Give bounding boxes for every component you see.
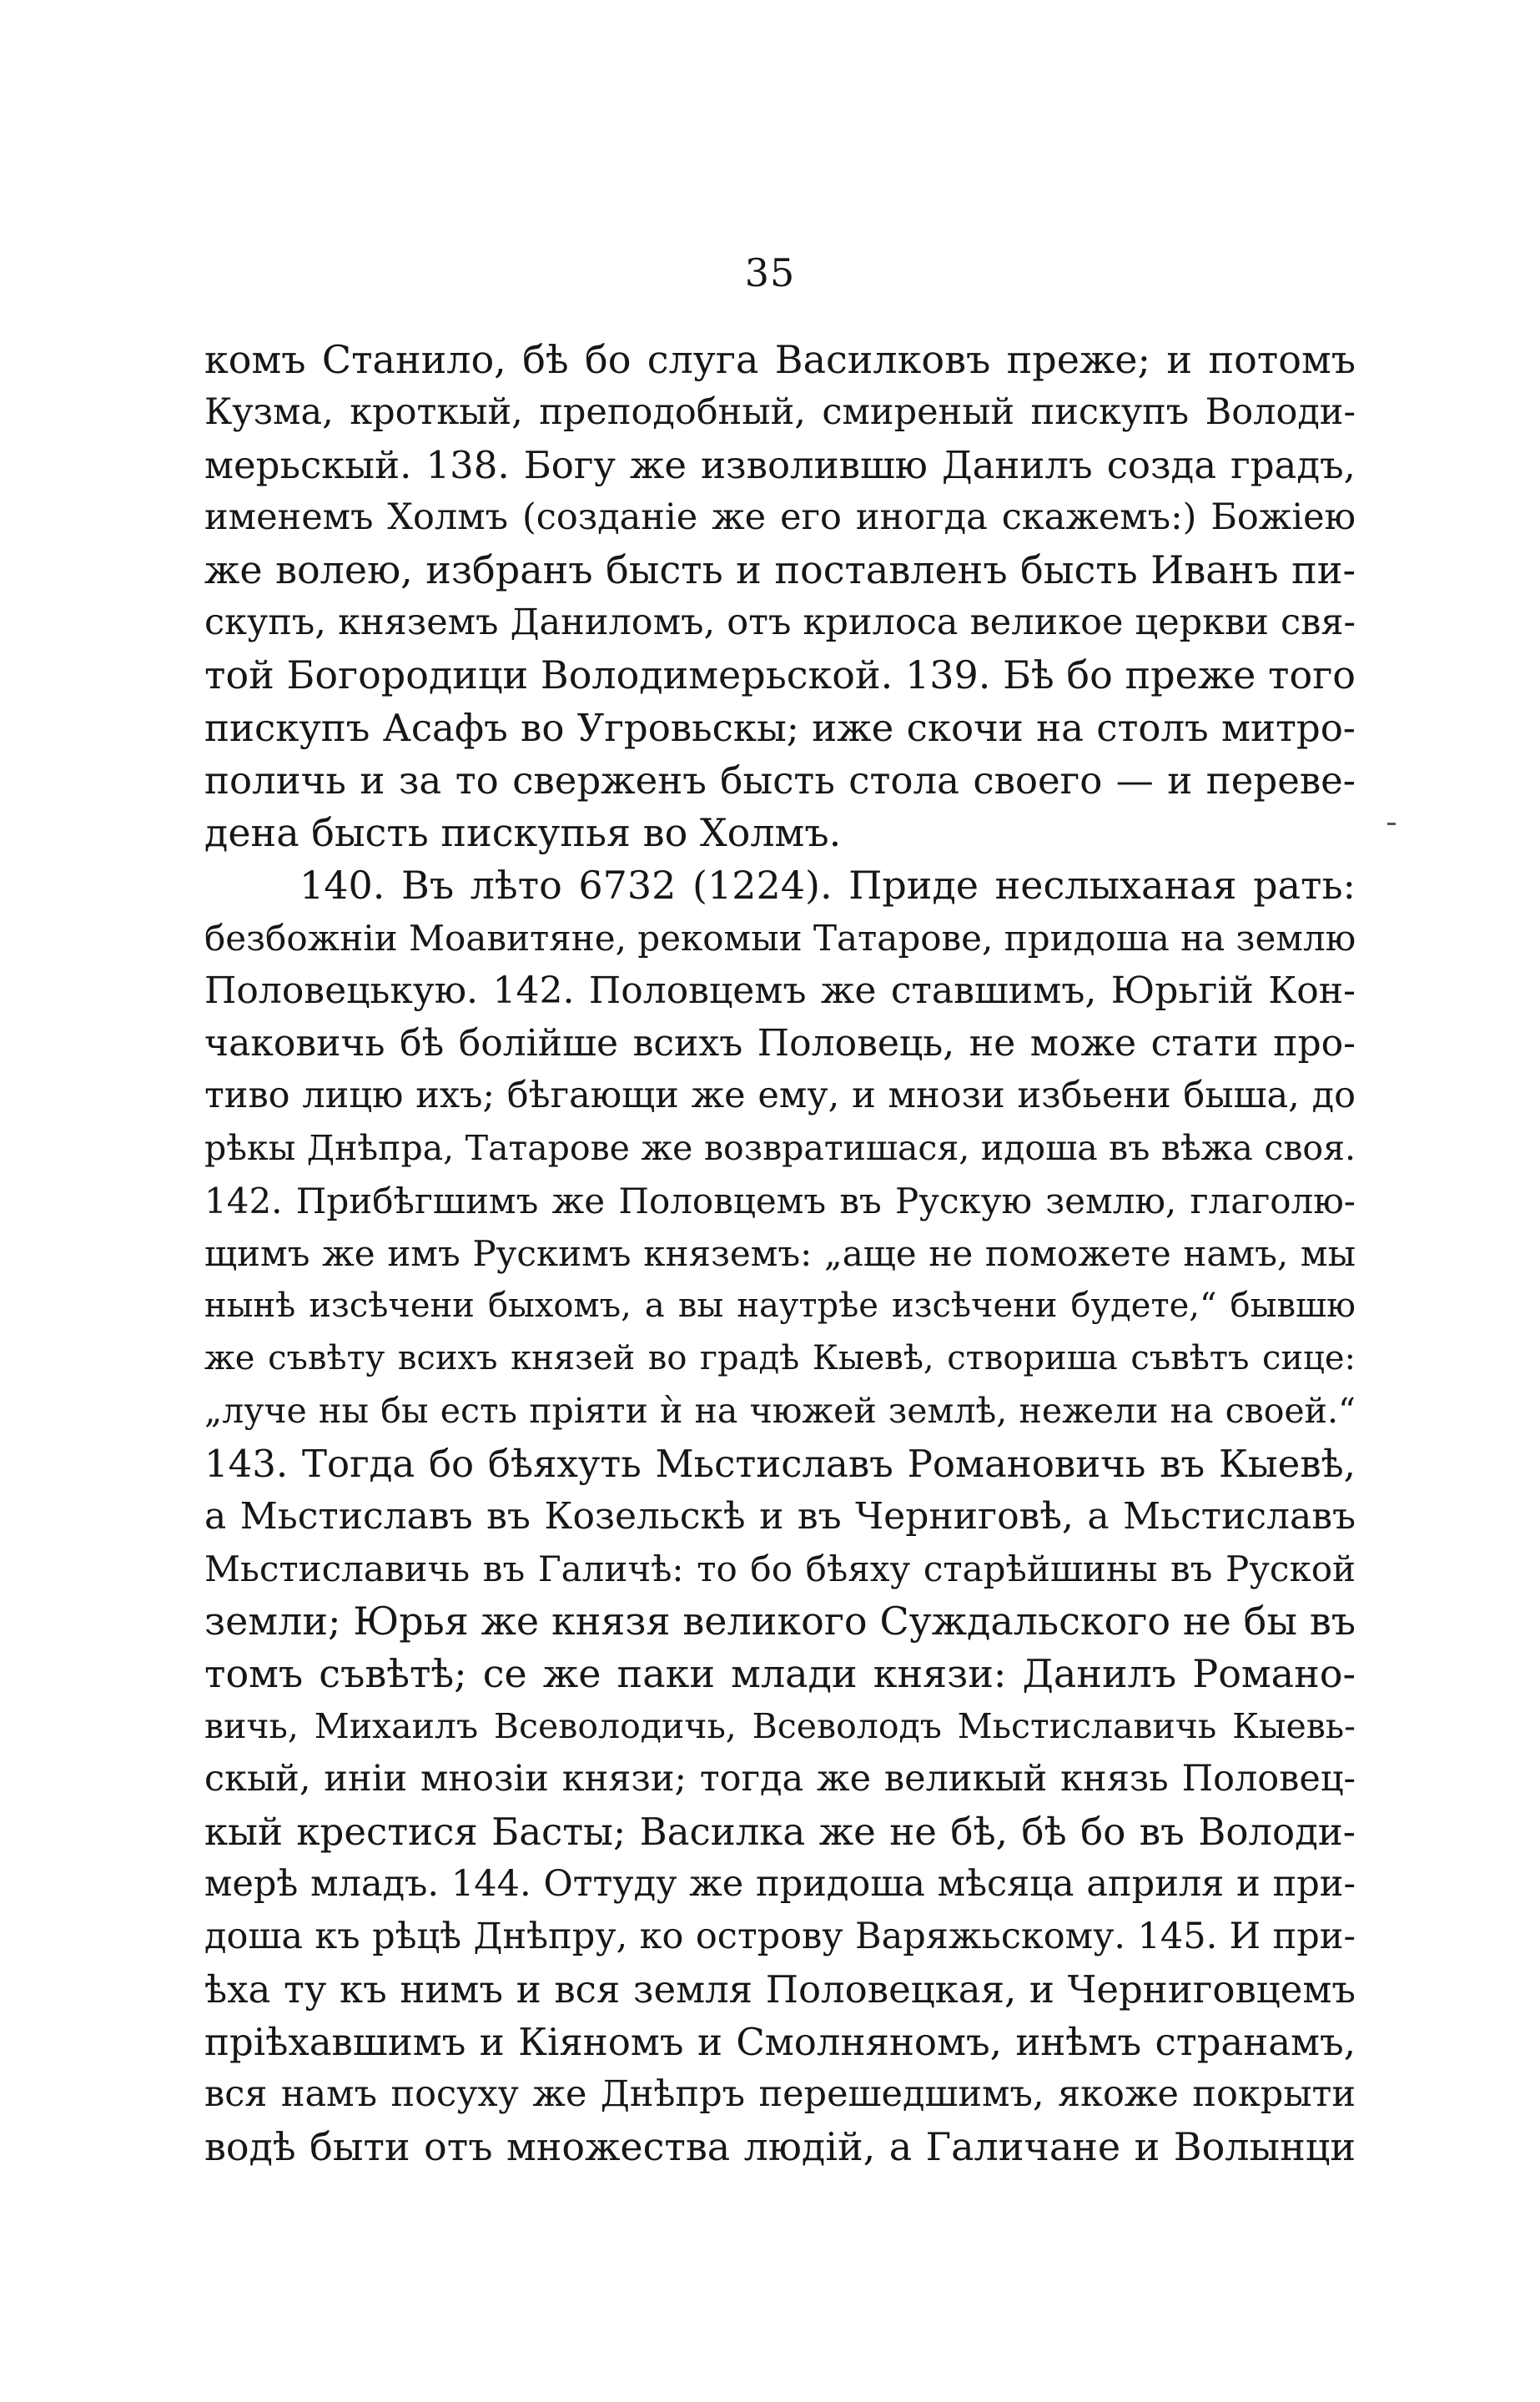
text-line-34: вся намъ посуху же Днѣпръ перешедшимъ, якоже покрыти	[204, 2073, 1356, 2115]
text-line-29: кый крестися Басты; Василка же не бѣ, бѣ бо въ Володи-	[204, 1810, 1356, 1854]
text-line-19: нынѣ изсѣчени быхомъ, а вы наутрѣе изсѣчени будете,“ бывшю	[204, 1287, 1356, 1325]
text-line-6: скупъ, княземъ Даниломъ, отъ крилоса великое церкви свя-	[204, 602, 1356, 643]
text-line-23: а Мьстиславъ въ Козельскѣ и въ Черниговѣ, а Мьстиславъ	[204, 1495, 1356, 1538]
text-line-17: 142. Прибѣгшимъ же Половцемъ въ Рускую землю, глаголю-	[204, 1181, 1356, 1221]
text-line-4: именемъ Холмъ (созданіе же его иногда скажемъ:) Божіею	[204, 496, 1356, 538]
text-line-24: Мьстиславичь въ Галичѣ: то бо бѣяху старѣйшины въ Руской	[204, 1548, 1356, 1589]
text-line-8: пискупъ Асафъ во Угровьскы; иже скочи на столъ митро-	[204, 706, 1356, 750]
text-line-27: вичь, Михаилъ Всеволодичь, Всеволодъ Мьстиславичь Кыевь-	[204, 1706, 1356, 1746]
text-line-22: 143. Тогда бо бѣяхуть Мьстиславъ Романовичь въ Кыевѣ,	[204, 1442, 1356, 1486]
text-line-28: скый, иніи мнозіи князи; тогда же великый князь Половец-	[204, 1758, 1356, 1800]
text-line-18: щимъ же имъ Рускимъ княземъ: „аще не поможете намъ, мы	[204, 1233, 1356, 1274]
text-line-1: комъ Станило, бѣ бо слуга Василковъ преже; и потомъ	[204, 337, 1356, 382]
text-line-21: „луче ны бы есть пріяти ѝ на чюжей землѣ, нежели на своей.“	[204, 1391, 1356, 1431]
body-text	[204, 334, 1356, 2173]
text-line-25: земли; Юрья же князя великого Суждальского не бы въ	[204, 1599, 1356, 1644]
text-line-33: пріѣхавшимъ и Кіяномъ и Смолняномъ, инѣмъ странамъ,	[204, 2020, 1356, 2064]
text-line-10: дена бысть пискупья во Холмъ.	[204, 810, 842, 855]
text-line-35: водѣ быти отъ множества людій, а Галичане и Волынци	[204, 2124, 1356, 2169]
text-line-26: томъ съвѣтѣ; се же паки млади князи: Данилъ Романо-	[204, 1651, 1356, 1696]
page-number: 35	[744, 250, 796, 295]
text-line-15: тиво лицю ихъ; бѣгающи же ему, и мнози избьени быша, до	[204, 1075, 1356, 1116]
text-line-7: той Богородици Володимерьской. 139. Бѣ бо преже того	[204, 652, 1356, 697]
text-line-3: мерьскый. 138. Богу же изволившю Данилъ созда градъ,	[204, 443, 1356, 487]
print-speck	[1387, 823, 1396, 825]
text-line-30: мерѣ младъ. 144. Оттуду же придоша мѣсяца априля и при-	[204, 1863, 1356, 1905]
text-line-9: поличь и за то сверженъ бысть стола своего — и переве-	[204, 758, 1356, 803]
text-line-16: рѣкы Днѣпра, Татарове же возвратишася, идоша въ вѣжа своя.	[204, 1128, 1356, 1168]
text-line-32: ѣха ту къ нимъ и вся земля Половецкая, и Черниговцемъ	[204, 1967, 1356, 2012]
text-line-5: же волею, избранъ бысть и поставленъ бысть Иванъ пи-	[204, 547, 1356, 592]
paragraph-start-line: 140. Въ лѣто 6732 (1224). Приде неслыханая рать:	[299, 863, 1356, 908]
text-line-14: чаковичь бѣ болійше всихъ Половець, не може стати про-	[204, 1022, 1356, 1065]
text-line-13: Половецькую. 142. Половцемъ же ставшимъ, Юрьгій Кон-	[204, 969, 1356, 1012]
text-line-12: безбожніи Моавитяне, рекомыи Татарове, придоша на землю	[204, 918, 1356, 959]
text-line-20: же съвѣту всихъ князей во градѣ Кыевѣ, створиша съвѣтъ сице:	[204, 1339, 1356, 1377]
text-line-2: Кузма, кроткый, преподобный, смиреный пискупъ Володи-	[204, 391, 1356, 433]
text-line-31: доша къ рѣцѣ Днѣпру, ко острову Варяжьскому. 145. И при-	[204, 1916, 1356, 1957]
